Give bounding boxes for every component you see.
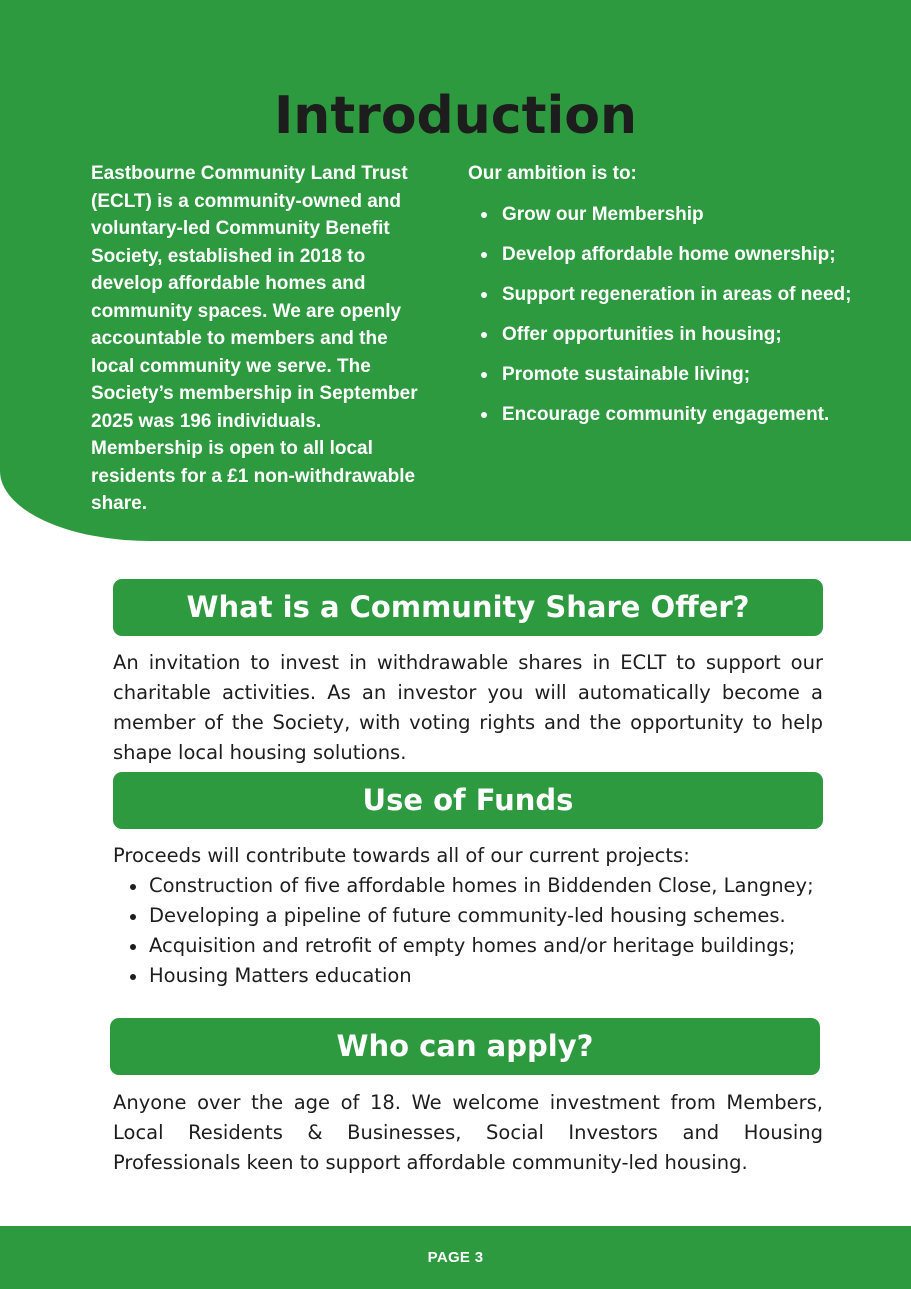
ambition-block	[468, 160, 898, 441]
who-can-apply-body: Anyone over the age of 18. We welcome investment from Members, Local Residents & Businesses, Social Investors and Housing Professionals keen to support affordable community-led housing.	[113, 1091, 823, 1174]
ambition-label: Our ambition is to:	[468, 163, 637, 184]
intro-description: Eastbourne Community Land Trust (ECLT) is a community-owned and voluntary-led Community Benefit Society, established in 2018 to develop affordable homes and community spaces. We are openly accountable to members and the local community we serve. The Society’s membership in September 2025 was 196 individuals. Membership is open to all local residents for a £1 non-withdrawable share.	[91, 163, 418, 514]
intro-title: Introduction	[273, 86, 638, 146]
funds-item: Developing a pipeline of future community-led housing schemes.	[113, 901, 823, 931]
ambition-item: Promote sustainable living;	[468, 361, 898, 388]
funds-item: Acquisition and retrofit of empty homes and/or heritage buildings;	[113, 931, 823, 961]
share-offer-heading: What is a Community Share Offer?	[113, 579, 823, 636]
ambition-item: Offer opportunities in housing;	[468, 321, 898, 348]
funds-list	[113, 871, 823, 991]
page-number: PAGE 3	[427, 1249, 484, 1266]
share-offer-body: An invitation to invest in withdrawable shares in ECLT to support our charitable activities. As an investor you will automatically become a member of the Society, with voting rights and the opportunity to help shape local housing solutions.	[113, 651, 823, 764]
intro-banner	[0, 0, 911, 541]
ambition-item: Support regeneration in areas of need;	[468, 281, 898, 308]
page-footer	[0, 1226, 911, 1289]
funds-item: Housing Matters education	[113, 961, 823, 991]
funds-intro: Proceeds will contribute towards all of our current projects:	[113, 844, 690, 867]
who-can-apply-heading: Who can apply?	[110, 1018, 820, 1075]
ambition-item: Encourage community engagement.	[468, 401, 898, 428]
ambition-list	[468, 201, 898, 428]
ambition-item: Develop affordable home ownership;	[468, 241, 898, 268]
use-of-funds-heading: Use of Funds	[113, 772, 823, 829]
ambition-item: Grow our Membership	[468, 201, 898, 228]
funds-item: Construction of five affordable homes in Biddenden Close, Langney;	[113, 871, 823, 901]
use-of-funds-body	[113, 841, 823, 991]
